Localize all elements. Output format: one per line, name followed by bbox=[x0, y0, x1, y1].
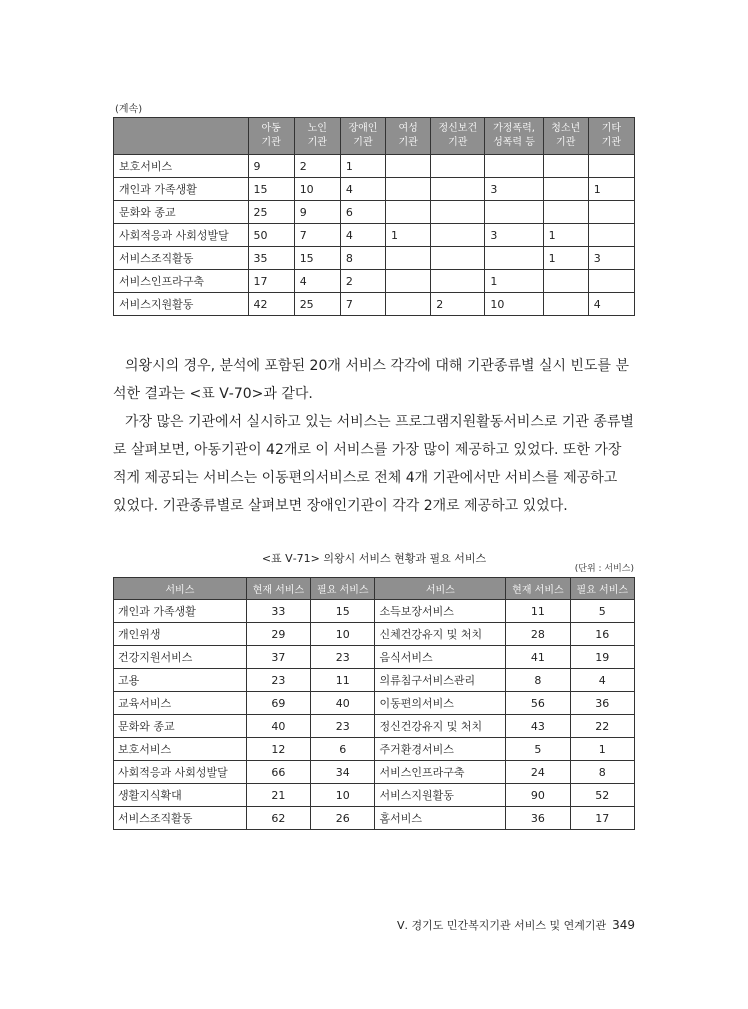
table-cell bbox=[431, 178, 485, 201]
table-cell bbox=[386, 270, 431, 293]
table-cell bbox=[543, 270, 588, 293]
table-row bbox=[114, 623, 635, 646]
table-cell: 15 bbox=[311, 600, 375, 623]
table-cell: 56 bbox=[506, 692, 570, 715]
table-row bbox=[114, 807, 635, 830]
column-header: 여성 기관 bbox=[386, 118, 431, 155]
table-cell: 62 bbox=[246, 807, 310, 830]
table-cell: 2 bbox=[340, 270, 385, 293]
table-cell: 5 bbox=[506, 738, 570, 761]
paragraph: 의왕시의 경우, 분석에 포함된 20개 서비스 각각에 대해 기관종류별 실시 빈도를 분석한 결과는 <표 Ⅴ-70>과 같다. bbox=[113, 358, 629, 402]
table-cell: 11 bbox=[311, 669, 375, 692]
table-cell: 2 bbox=[294, 155, 340, 178]
table-cell: 서비스지원활동 bbox=[375, 784, 506, 807]
table-cell: 4 bbox=[340, 224, 385, 247]
page-footer bbox=[397, 917, 635, 933]
continued-label: (계속) bbox=[115, 104, 143, 115]
table-row bbox=[114, 201, 635, 224]
table-cell: 42 bbox=[248, 293, 294, 316]
page-number: 349 bbox=[612, 918, 635, 932]
table-cell: 16 bbox=[570, 623, 634, 646]
table-cell: 정신건강유지 및 처치 bbox=[375, 715, 506, 738]
column-header: 필요 서비스 bbox=[570, 578, 634, 600]
table-cell: 고용 bbox=[114, 669, 247, 692]
table-cell: 10 bbox=[485, 293, 543, 316]
table-row bbox=[114, 224, 635, 247]
table-cell bbox=[431, 247, 485, 270]
table-cell: 52 bbox=[570, 784, 634, 807]
table-cell: 23 bbox=[311, 646, 375, 669]
table-cell: 36 bbox=[570, 692, 634, 715]
table-cell: 4 bbox=[588, 293, 634, 316]
table-cell: 교육서비스 bbox=[114, 692, 247, 715]
table-cell: 개인위생 bbox=[114, 623, 247, 646]
column-header bbox=[114, 118, 249, 155]
column-header: 아동 기관 bbox=[248, 118, 294, 155]
table-cell: 21 bbox=[246, 784, 310, 807]
table-cell bbox=[543, 178, 588, 201]
table-cell: 50 bbox=[248, 224, 294, 247]
table-cell: 문화와 종교 bbox=[114, 715, 247, 738]
table-cell: 26 bbox=[311, 807, 375, 830]
table-cell bbox=[431, 270, 485, 293]
table-cell bbox=[431, 155, 485, 178]
table-caption: <표 Ⅴ-71> 의왕시 서비스 현황과 필요 서비스 bbox=[261, 552, 487, 565]
table-cell: 40 bbox=[246, 715, 310, 738]
table-cell: 41 bbox=[506, 646, 570, 669]
table-cell: 개인과 가족생활 bbox=[114, 178, 249, 201]
table-cell bbox=[543, 293, 588, 316]
table-cell: 6 bbox=[311, 738, 375, 761]
table-cell: 1 bbox=[340, 155, 385, 178]
table-cell: 3 bbox=[485, 178, 543, 201]
table-cell: 소득보장서비스 bbox=[375, 600, 506, 623]
table-cell: 15 bbox=[248, 178, 294, 201]
service-status-table bbox=[113, 577, 635, 830]
table-cell: 36 bbox=[506, 807, 570, 830]
table-cell: 서비스조직활동 bbox=[114, 247, 249, 270]
table-row bbox=[114, 600, 635, 623]
table-cell: 66 bbox=[246, 761, 310, 784]
column-header: 정신보건 기관 bbox=[431, 118, 485, 155]
table-cell: 11 bbox=[506, 600, 570, 623]
institution-type-table bbox=[113, 117, 635, 316]
table-cell: 29 bbox=[246, 623, 310, 646]
table-cell: 건강지원서비스 bbox=[114, 646, 247, 669]
table-row bbox=[114, 646, 635, 669]
table-cell bbox=[485, 201, 543, 224]
table-cell: 1 bbox=[543, 224, 588, 247]
table-cell: 15 bbox=[294, 247, 340, 270]
table-cell bbox=[485, 155, 543, 178]
table-cell: 35 bbox=[248, 247, 294, 270]
column-header: 필요 서비스 bbox=[311, 578, 375, 600]
table-cell: 사회적응과 사회성발달 bbox=[114, 224, 249, 247]
table-cell: 19 bbox=[570, 646, 634, 669]
table-cell: 3 bbox=[588, 247, 634, 270]
table-cell: 22 bbox=[570, 715, 634, 738]
table-header-row bbox=[114, 118, 635, 155]
table-header-row bbox=[114, 578, 635, 600]
table-cell: 문화와 종교 bbox=[114, 201, 249, 224]
table-cell: 37 bbox=[246, 646, 310, 669]
table-cell: 25 bbox=[294, 293, 340, 316]
table-cell: 1 bbox=[485, 270, 543, 293]
table-row bbox=[114, 293, 635, 316]
table-row bbox=[114, 247, 635, 270]
column-header: 청소년 기관 bbox=[543, 118, 588, 155]
table-cell: 17 bbox=[570, 807, 634, 830]
column-header: 현재 서비스 bbox=[506, 578, 570, 600]
table-cell: 90 bbox=[506, 784, 570, 807]
table-row bbox=[114, 270, 635, 293]
table-cell: 25 bbox=[248, 201, 294, 224]
table-row bbox=[114, 761, 635, 784]
table-cell: 12 bbox=[246, 738, 310, 761]
table-cell: 6 bbox=[340, 201, 385, 224]
table-cell bbox=[431, 201, 485, 224]
table-cell: 7 bbox=[294, 224, 340, 247]
table-cell bbox=[588, 270, 634, 293]
table-row bbox=[114, 784, 635, 807]
table-cell: 17 bbox=[248, 270, 294, 293]
table-cell: 7 bbox=[340, 293, 385, 316]
table-cell: 1 bbox=[570, 738, 634, 761]
table-cell: 음식서비스 bbox=[375, 646, 506, 669]
table-cell: 신체건강유지 및 처치 bbox=[375, 623, 506, 646]
table-cell: 서비스인프라구축 bbox=[375, 761, 506, 784]
table-cell: 5 bbox=[570, 600, 634, 623]
column-header: 노인 기관 bbox=[294, 118, 340, 155]
table-cell: 개인과 가족생활 bbox=[114, 600, 247, 623]
column-header: 현재 서비스 bbox=[246, 578, 310, 600]
table-cell: 23 bbox=[246, 669, 310, 692]
table-cell bbox=[588, 201, 634, 224]
table-cell: 4 bbox=[340, 178, 385, 201]
table-cell bbox=[588, 224, 634, 247]
table-cell: 사회적응과 사회성발달 bbox=[114, 761, 247, 784]
table-cell bbox=[485, 247, 543, 270]
table-cell bbox=[588, 155, 634, 178]
table-cell: 1 bbox=[386, 224, 431, 247]
table-cell: 보호서비스 bbox=[114, 155, 249, 178]
table-cell: 34 bbox=[311, 761, 375, 784]
table-cell: 1 bbox=[543, 247, 588, 270]
table-cell: 4 bbox=[294, 270, 340, 293]
table-cell: 서비스인프라구축 bbox=[114, 270, 249, 293]
table-cell bbox=[543, 201, 588, 224]
column-header: 가정폭력, 성폭력 등 bbox=[485, 118, 543, 155]
table-row bbox=[114, 738, 635, 761]
footer-chapter-title: Ⅴ. 경기도 민간복지기관 서비스 및 연계기관 bbox=[396, 919, 607, 932]
column-header: 장애인 기관 bbox=[340, 118, 385, 155]
table-cell: 의류침구서비스관리 bbox=[375, 669, 506, 692]
table-cell: 서비스지원활동 bbox=[114, 293, 249, 316]
table-cell: 생활지식확대 bbox=[114, 784, 247, 807]
column-header: 서비스 bbox=[114, 578, 247, 600]
table-cell: 10 bbox=[294, 178, 340, 201]
table-cell: 69 bbox=[246, 692, 310, 715]
table-cell bbox=[543, 155, 588, 178]
table-cell: 이동편의서비스 bbox=[375, 692, 506, 715]
table-cell: 1 bbox=[588, 178, 634, 201]
table-cell bbox=[386, 155, 431, 178]
column-header: 서비스 bbox=[375, 578, 506, 600]
table-cell: 주거환경서비스 bbox=[375, 738, 506, 761]
table-cell: 서비스조직활동 bbox=[114, 807, 247, 830]
table-cell: 8 bbox=[340, 247, 385, 270]
table-cell: 8 bbox=[570, 761, 634, 784]
paragraph: 가장 많은 기관에서 실시하고 있는 서비스는 프로그램지원활동서비스로 기관 종류별로 살펴보면, 아동기관이 42개로 이 서비스를 가장 많이 제공하고 있었다. 또한 가장 적게 제공되는 서비스는 이동편의서비스로 전체 4개 기관에서만 서비스를 제공하고 있었다. 기관종류별로 살펴보면 장애인기관이 각각 2개로 제공하고 있었다. bbox=[113, 414, 634, 514]
table-cell: 28 bbox=[506, 623, 570, 646]
table-cell: 9 bbox=[294, 201, 340, 224]
table-cell: 4 bbox=[570, 669, 634, 692]
table-cell: 보호서비스 bbox=[114, 738, 247, 761]
table-cell: 2 bbox=[431, 293, 485, 316]
table-row bbox=[114, 715, 635, 738]
table-cell: 10 bbox=[311, 623, 375, 646]
table-cell bbox=[386, 247, 431, 270]
column-header: 기타 기관 bbox=[588, 118, 634, 155]
table-cell: 8 bbox=[506, 669, 570, 692]
table-cell: 9 bbox=[248, 155, 294, 178]
table-cell bbox=[386, 178, 431, 201]
table-cell: 홈서비스 bbox=[375, 807, 506, 830]
table-cell bbox=[386, 293, 431, 316]
table-cell: 43 bbox=[506, 715, 570, 738]
table-cell: 23 bbox=[311, 715, 375, 738]
table-cell: 40 bbox=[311, 692, 375, 715]
table-cell bbox=[431, 224, 485, 247]
table-cell: 10 bbox=[311, 784, 375, 807]
table-row bbox=[114, 178, 635, 201]
table-cell: 33 bbox=[246, 600, 310, 623]
table-row bbox=[114, 692, 635, 715]
table-row bbox=[114, 155, 635, 178]
table-cell: 3 bbox=[485, 224, 543, 247]
table-cell: 24 bbox=[506, 761, 570, 784]
table-row bbox=[114, 669, 635, 692]
table-unit-note: (단위 : 서비스) bbox=[574, 564, 634, 574]
table-cell bbox=[386, 201, 431, 224]
